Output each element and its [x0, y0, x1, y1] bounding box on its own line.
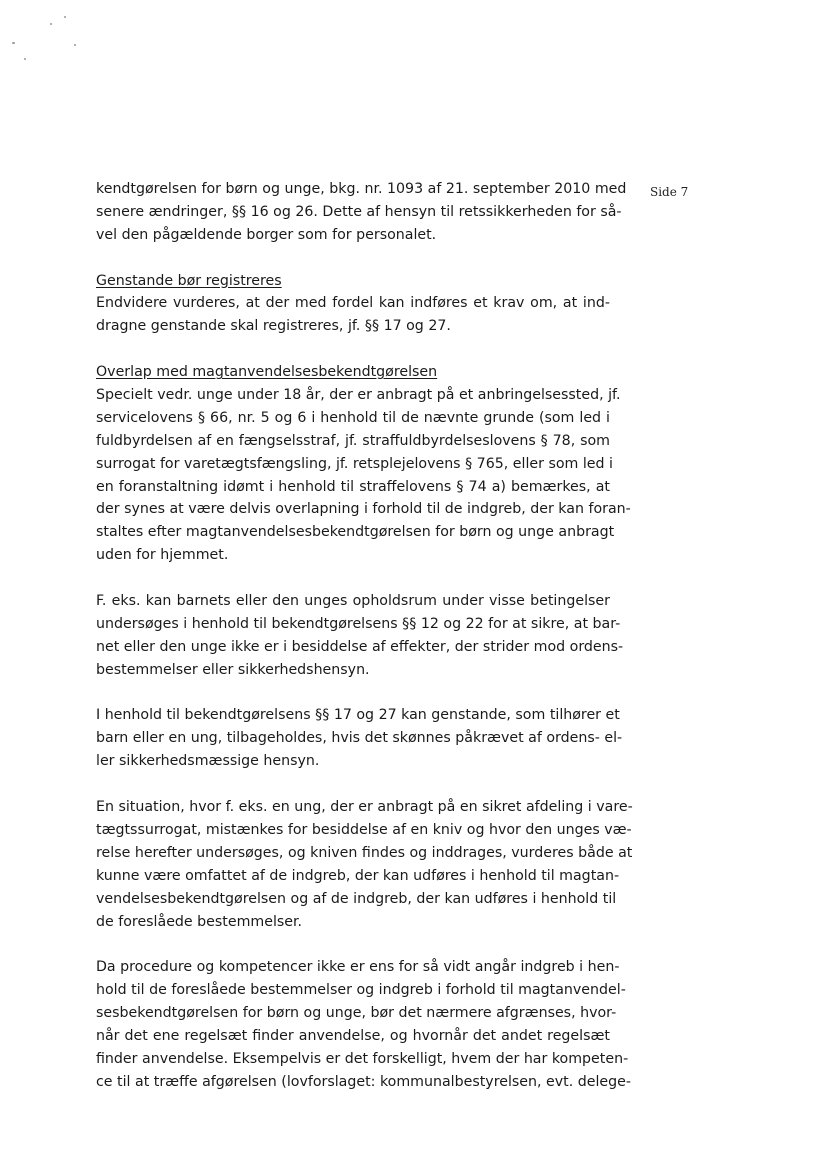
text-line: en foranstaltning idømt i henhold til straffelovens § 74 a) bemærkes, at: [96, 478, 610, 495]
text-line: barn eller en ung, tilbageholdes, hvis det skønnes påkrævet af ordens- el-: [96, 730, 623, 747]
text-line: Endvidere vurderes, at der med fordel kan indføres et krav om, at ind-: [96, 295, 610, 312]
document-body: [96, 178, 633, 1094]
text-line: I henhold til bekendtgørelsens §§ 17 og 27 kan genstande, som tilhører et: [96, 707, 620, 724]
scan-speck: [12, 42, 15, 44]
text-line: der synes at være delvis overlapning i forhold til de indgreb, der kan foran-: [96, 501, 631, 518]
text-line: bestemmelser eller sikkerhedshensyn.: [96, 661, 370, 678]
text-line: vel den pågældende borger som for personalet.: [96, 226, 437, 243]
text-line: F. eks. kan barnets eller den unges opholdsrum under visse betingelser: [96, 593, 610, 610]
text-line: En situation, hvor f. eks. en ung, der er anbragt på en sikret afdeling i vare-: [96, 799, 633, 816]
text-line: kunne være omfattet af de indgreb, der kan udføres i henhold til magtan-: [96, 867, 620, 884]
text-line: surrogat for varetægtsfængsling, jf. retsplejelovens § 765, eller som led i: [96, 455, 613, 472]
text-line: undersøges i henhold til bekendtgørelsens §§ 12 og 22 for at sikre, at bar-: [96, 615, 621, 632]
text-line: fuldbyrdelsen af en fængselsstraf, jf. straffuldbyrdelseslovens § 78, som: [96, 432, 610, 449]
section-heading: Genstande bør registreres: [96, 272, 282, 289]
text-line: senere ændringer, §§ 16 og 26. Dette af hensyn til retssikkerheden for så-: [96, 203, 622, 220]
text-line: net eller den unge ikke er i besiddelse af effekter, der strider mod ordens-: [96, 638, 624, 655]
text-line: uden for hjemmet.: [96, 547, 229, 564]
text-line: tægtssurrogat, mistænkes for besiddelse af en kniv og hvor den unges væ-: [96, 821, 632, 838]
scan-speck: [64, 16, 66, 18]
text-line: Da procedure og kompetencer ikke er ens for så vidt angår indgreb i hen-: [96, 959, 620, 976]
text-line: servicelovens § 66, nr. 5 og 6 i henhold til de nævnte grunde (som led i: [96, 409, 610, 426]
text-line: sesbekendtgørelsen for børn og unge, bør det nærmere afgrænses, hvor-: [96, 1005, 617, 1022]
text-line: dragne genstande skal registreres, jf. §§ 17 og 27.: [96, 318, 451, 335]
text-line: de foreslåede bestemmelser.: [96, 913, 303, 930]
text-line: ce til at træffe afgørelsen (lovforslaget: kommunalbestyrelsen, evt. delege-: [96, 1073, 631, 1090]
text-line: Specielt vedr. unge under 18 år, der er anbragt på et anbringelsessted, jf.: [96, 387, 621, 404]
scan-speck: [24, 58, 26, 60]
text-line: ler sikkerhedsmæssige hensyn.: [96, 753, 320, 770]
text-line: finder anvendelse. Eksempelvis er det forskelligt, hvem der har kompeten-: [96, 1050, 629, 1067]
page-number: Side 7: [650, 185, 689, 199]
text-line: staltes efter magtanvendelsesbekendtgørelsen for børn og unge anbragt: [96, 524, 615, 541]
text-line: kendtgørelsen for børn og unge, bkg. nr. 1093 af 21. september 2010 med: [96, 181, 627, 197]
scan-speck: [50, 23, 52, 25]
text-line: når det ene regelsæt finder anvendelse, og hvornår det andet regelsæt: [96, 1027, 610, 1044]
section-heading: Overlap med magtanvendelsesbekendtgørelsen: [96, 364, 438, 381]
scan-speck: [74, 44, 76, 46]
text-line: hold til de foreslåede bestemmelser og indgreb i forhold til magtanvendel-: [96, 982, 626, 999]
text-line: vendelsesbekendtgørelsen og af de indgreb, der kan udføres i henhold til: [96, 890, 617, 907]
text-line: relse herefter undersøges, og kniven findes og inddrages, vurderes både at: [96, 844, 633, 861]
